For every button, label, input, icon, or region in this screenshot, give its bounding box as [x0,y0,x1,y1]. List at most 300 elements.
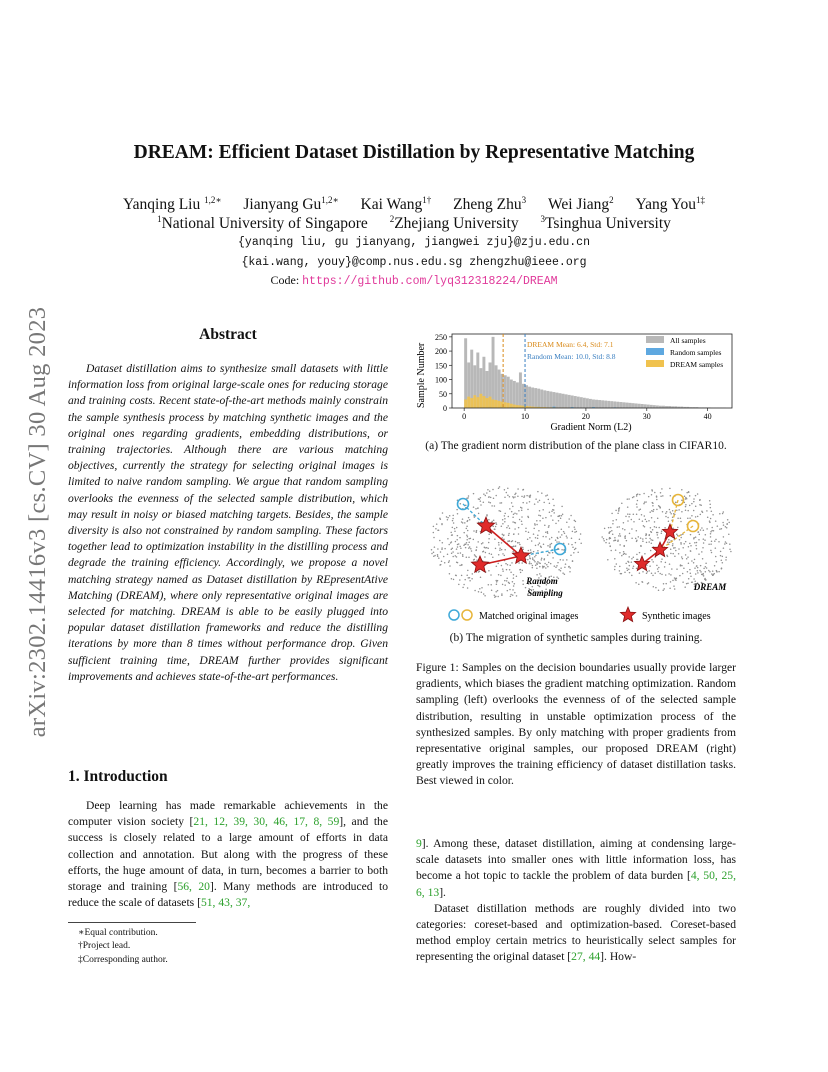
data-point [705,566,707,568]
data-point [551,537,553,539]
data-point [632,568,634,570]
legend-swatch-random [646,348,664,355]
data-point [512,521,514,523]
affiliation: $^2$Zhejiang University [389,214,519,233]
data-point [628,556,630,558]
author: Yang You$^{1\ddagger}$ [635,195,705,214]
data-point [533,560,535,562]
data-point [491,521,493,523]
data-point [440,551,442,553]
data-point [522,583,524,585]
data-point [670,495,672,497]
data-point [642,571,644,573]
data-point [518,510,520,512]
data-point [437,548,439,550]
data-point [681,499,683,501]
data-point [628,498,630,500]
data-point [511,502,512,504]
data-point [501,542,503,544]
data-point [703,568,705,570]
histogram-bar [492,337,495,408]
data-point [711,530,713,532]
data-point [516,595,518,597]
histogram-bar [543,390,546,408]
data-point [504,521,506,523]
data-point [540,515,542,517]
data-point [702,558,704,560]
data-point [604,528,606,530]
data-point [701,551,703,553]
data-point [494,596,496,598]
data-point [513,513,515,515]
data-point [439,564,441,566]
data-point [455,575,457,577]
data-point [511,511,513,512]
data-point [641,514,643,516]
data-point [540,546,542,548]
affiliation-list [0,214,828,233]
data-point [725,526,727,528]
data-point [710,533,712,535]
data-point [543,502,545,504]
data-point [612,533,614,535]
data-point [636,530,638,532]
data-point [642,538,644,540]
data-point [508,534,510,536]
data-point [629,565,631,567]
data-point [637,500,639,502]
data-point [488,542,490,544]
data-point [725,541,727,543]
data-point [456,509,458,511]
data-point [627,570,629,572]
histogram-bar [613,401,616,408]
data-point [515,492,517,494]
data-point [510,571,512,573]
histogram-bar [586,398,589,408]
data-point [549,544,551,546]
data-point [491,505,493,507]
data-point [693,501,695,503]
intro-text: Deep learning has made remarkable achievements in the computer vision society [21, 12, 39, 30, 46, 17, 8, 59], and the success is closely related to a large amount of efforts in data collection and annotation. But along with the progress of these efforts, the huge amount of data, in turn, becomes a barrier to both storage and training [56, 20]. Many methods are introduced to reduce the scale of datasets [51, 43, 37, [68,799,389,910]
data-point [512,589,514,591]
data-point [480,497,482,499]
data-point [507,540,509,542]
data-point [518,562,520,564]
data-point [504,555,506,557]
data-point [489,553,491,555]
data-point [527,538,529,540]
data-point [569,571,571,573]
data-point [507,525,509,527]
data-point [652,503,654,505]
data-point [560,567,562,569]
data-point [705,571,707,573]
data-point [652,490,654,492]
gradient-norm-histogram [412,328,740,434]
histogram-bar [495,400,498,408]
data-point [564,573,566,575]
histogram-bar [583,398,586,408]
data-point [653,586,655,588]
data-point [645,538,647,540]
dream-label: DREAM [693,582,727,592]
data-point [654,526,656,528]
data-point [624,572,626,574]
data-point [675,502,677,504]
data-point [530,563,532,565]
data-point [480,500,482,502]
data-point [539,510,541,512]
data-point [697,570,699,572]
data-point [503,534,505,536]
data-point [678,509,680,511]
data-point [643,493,645,495]
data-point [552,519,554,521]
data-point [617,512,619,514]
data-point [574,526,576,528]
histogram-bar [574,396,577,408]
y-tick-label: 50 [439,389,447,399]
data-point [539,573,541,575]
data-point [525,528,527,530]
data-point [497,596,499,598]
data-point [499,549,501,551]
data-point [481,591,483,593]
data-point [462,518,464,520]
data-point [646,521,648,523]
data-point [549,545,551,547]
data-point [526,495,528,497]
footnote: ∗Equal contribution. [78,928,158,938]
annotation-random: Random Mean: 10.0, Std: 8.8 [527,352,616,361]
legend-all: All samples [670,336,706,345]
data-point [509,508,511,510]
data-point [662,590,664,592]
data-point [648,541,650,543]
data-point [728,522,730,524]
random-label-1: Random [526,576,558,586]
data-point [522,580,524,582]
data-point [665,513,667,515]
data-point [668,521,670,523]
data-point [447,519,449,521]
data-point [697,516,699,518]
data-point [526,502,528,504]
data-point [682,573,684,575]
data-point [502,568,504,570]
data-point [615,510,617,512]
data-point [454,530,456,532]
histogram-bar [635,403,638,408]
data-point [611,513,613,515]
data-point [708,570,710,572]
data-point [455,541,457,543]
data-point [525,531,527,533]
x-tick-label: 10 [521,412,530,421]
data-point [655,587,657,589]
histogram-bar [653,405,656,408]
data-point [684,586,686,588]
data-point [704,539,706,541]
histogram-bar [622,402,625,408]
data-point [450,532,452,534]
author: Wei Jiang$^2$ [547,195,614,214]
data-point [645,501,647,503]
data-point [437,555,439,557]
data-point [690,572,692,574]
data-point [506,527,508,529]
data-point [658,527,660,529]
data-point [517,488,519,490]
histogram-bar [513,405,516,408]
data-point [512,517,514,519]
data-point [495,548,497,550]
citation[interactable]: 27, 44 [571,950,601,964]
data-point [514,528,516,530]
x-tick-label: 20 [581,412,590,421]
data-point [463,532,465,534]
data-point [557,538,559,540]
data-point [651,517,653,519]
histogram-bar [476,397,479,408]
data-point [715,539,717,541]
data-point [495,591,497,593]
data-point [469,519,471,521]
data-point [642,541,644,543]
data-point [451,553,453,555]
data-point [508,533,510,535]
histogram-bar [638,404,641,408]
data-point [651,531,653,533]
random-sampling-paths [458,499,566,573]
data-point [451,578,453,580]
data-point [460,548,462,550]
data-point [458,584,460,586]
data-point [696,548,698,550]
data-point [452,527,454,529]
data-point [570,515,572,517]
subcaption-b: (b) The migration of synthetic samples during training. [449,632,703,644]
data-point [721,528,723,530]
data-point [449,515,451,517]
histogram-bar [504,402,507,408]
author-list [0,195,828,214]
data-point [473,530,475,532]
data-point [529,496,531,498]
data-point [466,542,468,544]
data-point [711,527,713,529]
data-point [568,566,570,568]
data-point [561,549,563,551]
data-point [501,594,503,596]
citation[interactable]: 51, 43, 37, [200,896,251,910]
data-point [442,542,444,544]
data-point [568,518,570,520]
data-point [636,559,638,561]
data-point [556,565,558,567]
data-point [573,552,575,554]
data-point [558,569,560,571]
data-point [527,509,529,511]
data-point [629,513,631,515]
data-point [701,527,703,529]
dream-paths [634,495,698,571]
data-point [479,588,481,590]
data-point [539,542,541,544]
data-point [502,534,504,536]
data-point [436,523,438,525]
data-point [720,551,722,553]
data-point [554,565,556,567]
data-point [462,554,464,556]
data-point [580,543,582,545]
data-point [552,552,554,554]
data-point [498,574,500,576]
data-point [502,584,504,586]
data-point [545,536,547,538]
data-point [695,573,697,575]
data-point [473,506,475,508]
data-point [460,503,462,505]
data-point [499,502,501,504]
data-point [513,577,515,579]
data-point [522,547,524,549]
data-point [459,537,461,539]
data-point [435,528,437,530]
data-point [506,569,508,571]
data-point [476,546,478,548]
data-point [506,577,508,579]
data-point [663,588,665,590]
legend-dream: DREAM samples [670,360,724,369]
data-point [673,585,675,587]
data-point [452,520,454,522]
data-point [685,541,687,543]
data-point [525,587,527,589]
data-point [461,521,463,523]
data-point [729,543,731,545]
data-point [470,538,472,540]
data-point [666,511,668,513]
data-point [682,547,684,549]
data-point [686,492,688,494]
data-point [660,561,662,563]
data-point [537,561,539,563]
data-point [682,558,684,560]
data-point [520,569,522,571]
data-point [535,537,537,539]
data-point [725,556,727,558]
data-point [616,563,618,565]
data-point [488,496,490,498]
data-point [575,542,577,544]
arxiv-sidebar [18,282,58,762]
data-point [439,518,441,520]
data-point [706,528,708,530]
data-point [482,551,484,553]
data-point [652,529,654,531]
data-point [533,551,535,553]
citation[interactable]: 21, 12, 39, 30, 46, 17, 8, 59 [193,815,340,829]
data-point [636,554,638,556]
data-point [689,517,691,519]
legend-synthetic: Synthetic images [642,611,711,622]
data-point [680,517,682,519]
data-point [538,544,540,546]
data-point [695,495,697,497]
data-point [631,538,633,540]
data-point [469,580,471,582]
histogram-bar [629,403,632,408]
data-point [680,537,682,539]
data-point [534,503,536,505]
histogram-bar [470,398,473,408]
data-point [499,486,501,488]
data-point [656,527,658,529]
data-point [496,566,498,568]
data-point [700,571,702,573]
data-point [705,534,707,536]
data-point [452,515,454,517]
data-point [677,527,679,529]
arxiv-id: arXiv:2302.14416v3 [cs.CV] 30 Aug 2023 [24,306,51,738]
citation[interactable]: 9 [416,837,422,850]
data-point [669,563,671,565]
data-point [535,565,537,567]
data-point [685,504,687,506]
data-point [463,584,465,586]
data-point [648,570,650,572]
data-point [709,522,711,524]
data-point [691,503,693,505]
data-point [618,508,620,510]
data-point [705,562,707,564]
data-point [541,492,543,494]
data-point [490,574,492,576]
data-point [721,560,723,562]
data-point [700,565,702,567]
data-point [657,532,659,534]
data-point [619,570,621,572]
data-point [532,567,534,569]
data-point [561,529,563,531]
data-point [614,569,616,571]
code-link[interactable]: https://github.com/lyq312318224/DREAM [302,275,558,288]
data-point [657,571,659,573]
data-point [665,516,667,518]
citation[interactable]: 4, 50, 25, 6, 13 [416,869,737,899]
data-point [502,553,504,555]
data-point [694,567,696,569]
data-point [504,549,506,551]
data-point [494,595,496,597]
data-point [642,520,644,522]
data-point [465,544,467,546]
data-point [614,558,616,560]
data-point [646,572,648,574]
data-point [447,538,449,540]
email-line-1: {yanqing liu, gu jianyang, jiangwei zju}@zju.edu.cn [238,236,590,249]
data-point [679,575,681,577]
data-point [523,489,525,491]
data-point [539,566,541,568]
citation[interactable]: 56, 20 [177,880,210,894]
data-point [551,511,553,513]
data-point [468,517,470,519]
data-point [474,559,476,561]
data-point [636,541,638,543]
